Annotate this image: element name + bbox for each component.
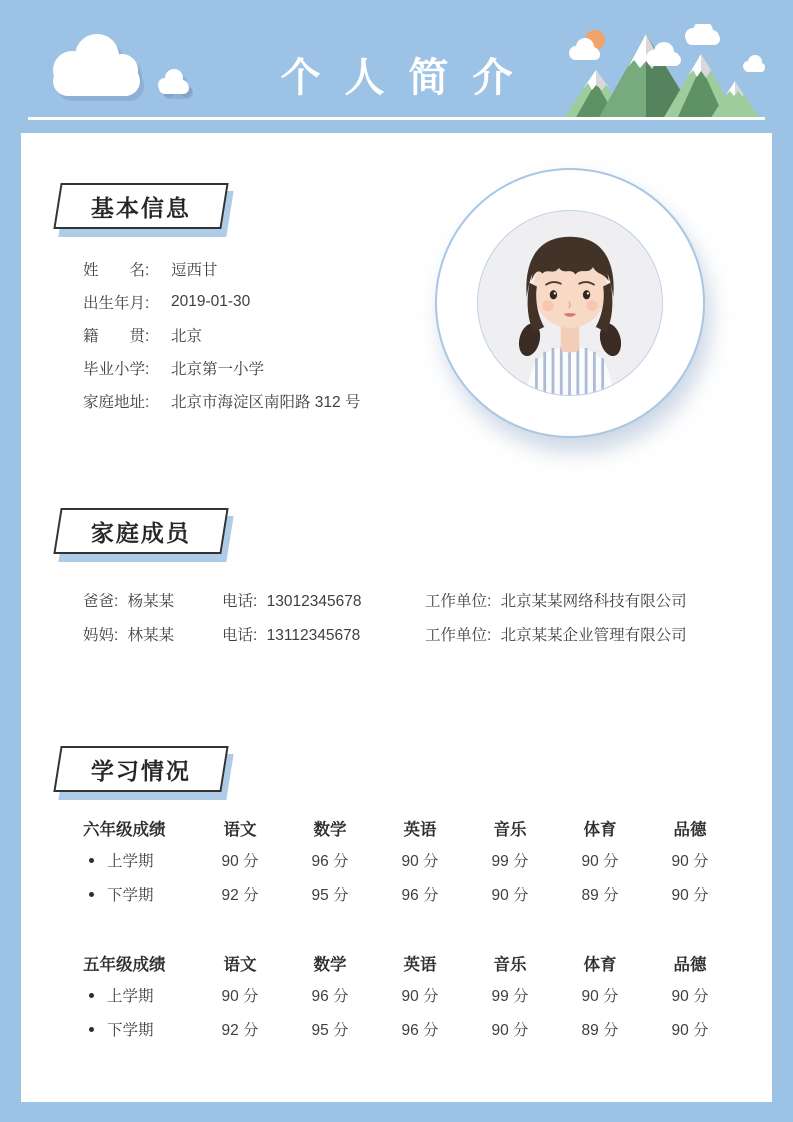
info-label: 出生年月:	[83, 294, 150, 312]
section-header-basic-info	[57, 183, 225, 229]
score-cell: 99 分	[491, 853, 529, 870]
family-relation-name	[83, 589, 222, 611]
profile-photo-ring	[435, 168, 705, 438]
family-workplace	[425, 589, 763, 611]
relation-label: 妈妈:	[83, 627, 119, 644]
work-value: 北京某某企业管理有限公司	[500, 627, 687, 644]
work-value: 北京某某网络科技有限公司	[500, 593, 687, 610]
header-divider	[28, 117, 765, 120]
member-name: 杨某某	[127, 593, 175, 610]
info-value: 北京	[171, 327, 203, 345]
table-header-row	[83, 813, 748, 843]
basic-info-list	[83, 252, 360, 417]
score-cell: 95 分	[311, 887, 349, 904]
bullet-icon	[89, 892, 94, 897]
column-header: 品德	[673, 821, 707, 839]
info-row-school	[83, 351, 360, 384]
family-phone	[222, 623, 425, 645]
section-title: 学习情况	[91, 757, 191, 784]
column-header: 语文	[223, 821, 257, 839]
semester-label: 上学期	[83, 849, 195, 871]
page-title: 个人简介	[280, 56, 537, 100]
section-title: 家庭成员	[91, 519, 191, 546]
score-cell: 90 分	[581, 988, 619, 1005]
score-cell: 96 分	[311, 853, 349, 870]
score-cell: 90 分	[671, 853, 709, 870]
info-value: 北京市海淀区南阳路 312 号	[171, 393, 361, 411]
score-cell: 90 分	[491, 887, 529, 904]
table-header-row	[83, 948, 748, 978]
column-header: 英语	[403, 956, 437, 974]
score-table-grade6	[83, 813, 748, 911]
family-row-father	[83, 583, 763, 617]
score-cell: 96 分	[401, 887, 439, 904]
phone-number: 13112345678	[266, 627, 361, 644]
table-row	[83, 1012, 748, 1046]
score-cell: 89 分	[581, 1022, 619, 1039]
family-relation-name	[83, 623, 222, 645]
column-header: 体育	[583, 956, 617, 974]
phone-label: 电话:	[222, 627, 258, 644]
family-row-mother	[83, 617, 763, 651]
column-header: 音乐	[493, 956, 527, 974]
info-label: 姓 名:	[83, 261, 150, 279]
table-row	[83, 843, 748, 877]
score-cell: 90 分	[581, 853, 619, 870]
relation-label: 爸爸:	[83, 593, 119, 610]
score-table-grade5	[83, 948, 748, 1046]
bullet-icon	[89, 1027, 94, 1032]
column-header: 品德	[673, 956, 707, 974]
info-row-name	[83, 252, 360, 285]
column-header: 语文	[223, 956, 257, 974]
table-title: 六年级成绩	[83, 821, 166, 839]
work-label: 工作单位:	[425, 627, 492, 644]
column-header: 英语	[403, 821, 437, 839]
section-header-family	[57, 508, 225, 554]
score-cell: 90 分	[221, 988, 259, 1005]
bullet-icon	[89, 993, 94, 998]
info-row-origin	[83, 318, 360, 351]
semester-label: 下学期	[83, 883, 195, 905]
score-cell: 90 分	[671, 1022, 709, 1039]
mountain-scene-icon	[550, 24, 768, 120]
column-header: 数学	[313, 956, 347, 974]
score-cell: 90 分	[221, 853, 259, 870]
member-name: 林某某	[127, 627, 175, 644]
column-header: 体育	[583, 821, 617, 839]
column-header: 音乐	[493, 821, 527, 839]
score-cell: 90 分	[491, 1022, 529, 1039]
work-label: 工作单位:	[425, 593, 492, 610]
score-cell: 90 分	[671, 988, 709, 1005]
table-row	[83, 978, 748, 1012]
family-phone	[222, 589, 425, 611]
info-row-birth	[83, 285, 360, 318]
score-cell: 92 分	[221, 1022, 259, 1039]
resume-sheet	[21, 133, 772, 1102]
table-title: 五年级成绩	[83, 956, 166, 974]
bullet-icon	[89, 858, 94, 863]
score-cell: 92 分	[221, 887, 259, 904]
score-cell: 90 分	[401, 988, 439, 1005]
tag-box	[53, 508, 228, 554]
page-header	[0, 0, 793, 133]
score-cell: 89 分	[581, 887, 619, 904]
phone-number: 13012345678	[266, 593, 362, 610]
info-value: 2019-01-30	[171, 292, 251, 310]
score-cell: 90 分	[671, 887, 709, 904]
semester-label: 下学期	[83, 1018, 195, 1040]
info-label: 籍 贯:	[83, 327, 150, 345]
score-cell: 95 分	[311, 1022, 349, 1039]
info-value: 逗西甘	[171, 261, 218, 279]
child-portrait-photo	[477, 210, 663, 396]
tag-box	[53, 183, 228, 229]
info-label: 毕业小学:	[83, 360, 150, 378]
semester-label: 上学期	[83, 984, 195, 1006]
girl-avatar	[478, 211, 662, 395]
family-member-list	[83, 583, 763, 651]
phone-label: 电话:	[222, 593, 258, 610]
score-cell: 90 分	[401, 853, 439, 870]
tag-box	[53, 746, 228, 792]
info-value: 北京第一小学	[171, 360, 265, 378]
column-header: 数学	[313, 821, 347, 839]
table-row	[83, 877, 748, 911]
info-label: 家庭地址:	[83, 393, 150, 411]
score-cell: 96 分	[311, 988, 349, 1005]
score-cell: 96 分	[401, 1022, 439, 1039]
section-title: 基本信息	[91, 194, 191, 221]
family-workplace	[425, 623, 763, 645]
info-row-address	[83, 384, 360, 417]
section-header-study	[57, 746, 225, 792]
score-cell: 99 分	[491, 988, 529, 1005]
